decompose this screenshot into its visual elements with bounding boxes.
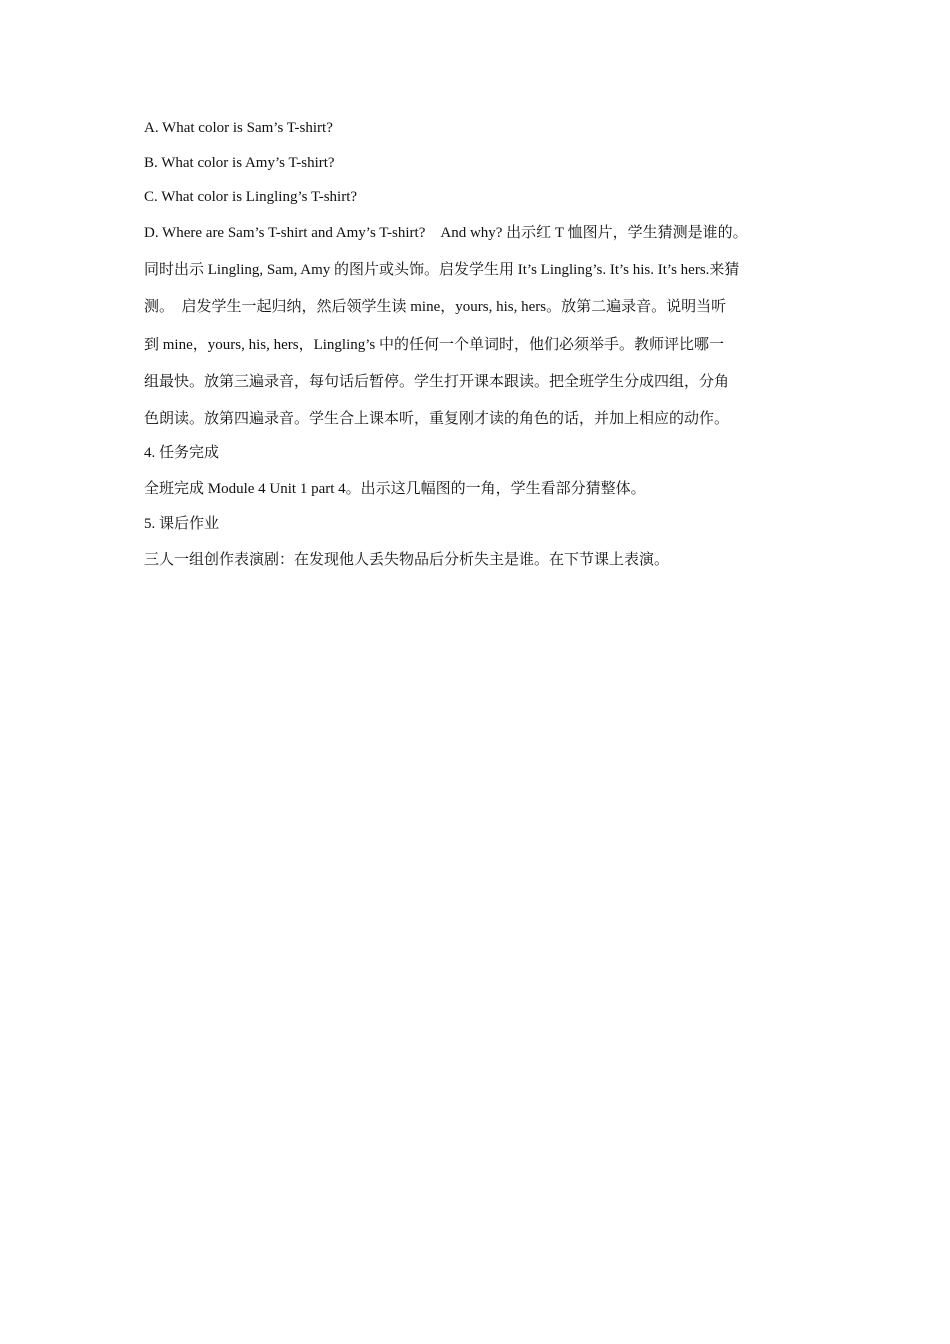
section-4-heading: 4. 任务完成	[144, 445, 220, 461]
section-4-text: 全班完成 Module 4 Unit 1 part 4。出示这几幅图的一角，学生看部分猜整体。	[144, 481, 646, 497]
paragraph-line: 测。 启发学生一起归纳，然后领学生读 mine，yours, his, hers。放第二遍录音。说明当听	[144, 299, 727, 315]
question-c: C. What color is Lingling’s T-shirt?	[144, 189, 358, 205]
question-a: A. What color is Sam’s T-shirt?	[144, 120, 333, 136]
paragraph-line: 组最快。放第三遍录音，每句话后暂停。学生打开课本跟读。把全班学生分成四组，分角	[144, 374, 730, 390]
paragraph-line: 色朗读。放第四遍录音。学生合上课本听，重复刚才读的角色的话，并加上相应的动作。	[144, 411, 730, 427]
question-d: D. Where are Sam’s T-shirt and Amy’s T-shirt? And why? 出示红 T 恤图片，学生猜测是谁的。	[144, 225, 748, 241]
section-5-text: 三人一组创作表演剧：在发现他人丢失物品后分析失主是谁。在下节课上表演。	[144, 552, 670, 568]
paragraph-line: 同时出示 Lingling, Sam, Amy 的图片或头饰。启发学生用 It’s Lingling’s. It’s his. It’s hers.来猜	[144, 262, 740, 278]
question-b: B. What color is Amy’s T-shirt?	[144, 155, 335, 171]
paragraph-line: 到 mine，yours, his, hers，Lingling’s 中的任何一个单词时，他们必须举手。教师评比哪一	[144, 337, 724, 353]
section-5-heading: 5. 课后作业	[144, 516, 220, 532]
